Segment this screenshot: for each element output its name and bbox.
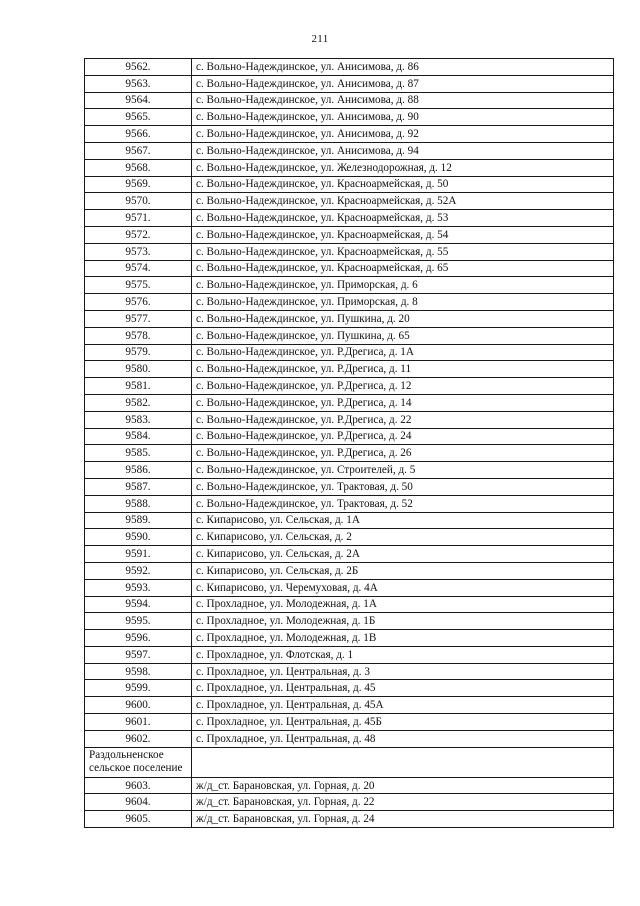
row-number: 9568. bbox=[85, 159, 192, 176]
row-address: с. Вольно-Надеждинское, ул. Трактовая, д. 52 bbox=[192, 495, 614, 512]
table-row bbox=[85, 680, 614, 697]
row-number: 9567. bbox=[85, 142, 192, 159]
table-row bbox=[85, 226, 614, 243]
row-number: 9563. bbox=[85, 75, 192, 92]
row-number: 9593. bbox=[85, 579, 192, 596]
table-row bbox=[85, 462, 614, 479]
table-row bbox=[85, 529, 614, 546]
table-row bbox=[85, 777, 614, 794]
table-row bbox=[85, 630, 614, 647]
row-number: 9588. bbox=[85, 495, 192, 512]
table-row bbox=[85, 428, 614, 445]
row-address: с. Вольно-Надеждинское, ул. Р.Дрегиса, д. 24 bbox=[192, 428, 614, 445]
row-address: с. Прохладное, ул. Центральная, д. 3 bbox=[192, 663, 614, 680]
table-row bbox=[85, 646, 614, 663]
row-address: с. Вольно-Надеждинское, ул. Анисимова, д. 87 bbox=[192, 75, 614, 92]
row-number: 9602. bbox=[85, 730, 192, 747]
table-row bbox=[85, 327, 614, 344]
table-row bbox=[85, 697, 614, 714]
table-row bbox=[85, 243, 614, 260]
table-row bbox=[85, 260, 614, 277]
table-row bbox=[85, 126, 614, 143]
table-row bbox=[85, 394, 614, 411]
table-row bbox=[85, 142, 614, 159]
table-row bbox=[85, 596, 614, 613]
row-number: 9600. bbox=[85, 697, 192, 714]
row-number: 9578. bbox=[85, 327, 192, 344]
row-number: 9598. bbox=[85, 663, 192, 680]
row-number: 9583. bbox=[85, 411, 192, 428]
table-body-after bbox=[85, 777, 614, 827]
row-number: 9572. bbox=[85, 226, 192, 243]
row-address: с. Вольно-Надеждинское, ул. Красноармейская, д. 65 bbox=[192, 260, 614, 277]
row-address: с. Вольно-Надеждинское, ул. Железнодорожная, д. 12 bbox=[192, 159, 614, 176]
row-address: с. Прохладное, ул. Молодежная, д. 1А bbox=[192, 596, 614, 613]
row-number: 9597. bbox=[85, 646, 192, 663]
row-address: с. Вольно-Надеждинское, ул. Р.Дрегиса, д. 14 bbox=[192, 394, 614, 411]
row-number: 9586. bbox=[85, 462, 192, 479]
row-number: 9579. bbox=[85, 344, 192, 361]
table-row bbox=[85, 109, 614, 126]
section-title: Раздольненское сельское поселение bbox=[85, 747, 192, 777]
row-address: с. Кипарисово, ул. Сельская, д. 2А bbox=[192, 546, 614, 563]
row-address: с. Прохладное, ул. Центральная, д. 45А bbox=[192, 697, 614, 714]
row-number: 9601. bbox=[85, 714, 192, 731]
row-address: с. Вольно-Надеждинское, ул. Р.Дрегиса, д. 1А bbox=[192, 344, 614, 361]
row-number: 9571. bbox=[85, 210, 192, 227]
row-address: с. Вольно-Надеждинское, ул. Приморская, д. 6 bbox=[192, 277, 614, 294]
section-body bbox=[85, 747, 614, 777]
row-address: ж/д_ст. Барановская, ул. Горная, д. 22 bbox=[192, 794, 614, 811]
row-address: с. Вольно-Надеждинское, ул. Красноармейская, д. 52А bbox=[192, 193, 614, 210]
row-number: 9603. bbox=[85, 777, 192, 794]
table-row bbox=[85, 277, 614, 294]
row-number: 9574. bbox=[85, 260, 192, 277]
table-row bbox=[85, 811, 614, 828]
row-address: с. Вольно-Надеждинское, ул. Красноармейская, д. 50 bbox=[192, 176, 614, 193]
row-address: с. Прохладное, ул. Центральная, д. 45 bbox=[192, 680, 614, 697]
row-address: с. Вольно-Надеждинское, ул. Р.Дрегиса, д. 22 bbox=[192, 411, 614, 428]
row-address: с. Вольно-Надеждинское, ул. Красноармейская, д. 53 bbox=[192, 210, 614, 227]
row-address: с. Вольно-Надеждинское, ул. Р.Дрегиса, д. 12 bbox=[192, 378, 614, 395]
row-address: с. Вольно-Надеждинское, ул. Красноармейская, д. 55 bbox=[192, 243, 614, 260]
table-row bbox=[85, 663, 614, 680]
row-number: 9565. bbox=[85, 109, 192, 126]
row-address: с. Вольно-Надеждинское, ул. Анисимова, д. 92 bbox=[192, 126, 614, 143]
row-number: 9582. bbox=[85, 394, 192, 411]
row-address: с. Прохладное, ул. Молодежная, д. 1В bbox=[192, 630, 614, 647]
row-address: с. Кипарисово, ул. Сельская, д. 1А bbox=[192, 512, 614, 529]
table-row bbox=[85, 159, 614, 176]
row-address: с. Кипарисово, ул. Черемуховая, д. 4А bbox=[192, 579, 614, 596]
table-row bbox=[85, 478, 614, 495]
table-row bbox=[85, 512, 614, 529]
table-row bbox=[85, 193, 614, 210]
table-row bbox=[85, 445, 614, 462]
row-address: с. Вольно-Надеждинское, ул. Красноармейская, д. 54 bbox=[192, 226, 614, 243]
table-row bbox=[85, 794, 614, 811]
table-row bbox=[85, 361, 614, 378]
row-number: 9587. bbox=[85, 478, 192, 495]
table-row bbox=[85, 546, 614, 563]
row-number: 9605. bbox=[85, 811, 192, 828]
row-address: с. Прохладное, ул. Центральная, д. 45Б bbox=[192, 714, 614, 731]
row-number: 9595. bbox=[85, 613, 192, 630]
row-number: 9576. bbox=[85, 294, 192, 311]
row-address: с. Прохладное, ул. Центральная, д. 48 bbox=[192, 730, 614, 747]
address-table bbox=[84, 58, 614, 828]
row-number: 9596. bbox=[85, 630, 192, 647]
row-address: с. Прохладное, ул. Молодежная, д. 1Б bbox=[192, 613, 614, 630]
section-row bbox=[85, 747, 614, 777]
row-number: 9604. bbox=[85, 794, 192, 811]
row-address: с. Прохладное, ул. Флотская, д. 1 bbox=[192, 646, 614, 663]
row-number: 9569. bbox=[85, 176, 192, 193]
row-address: с. Вольно-Надеждинское, ул. Анисимова, д. 88 bbox=[192, 92, 614, 109]
row-address: с. Вольно-Надеждинское, ул. Р.Дрегиса, д. 26 bbox=[192, 445, 614, 462]
row-number: 9585. bbox=[85, 445, 192, 462]
row-number: 9564. bbox=[85, 92, 192, 109]
table-row bbox=[85, 344, 614, 361]
row-number: 9581. bbox=[85, 378, 192, 395]
row-number: 9594. bbox=[85, 596, 192, 613]
table-row bbox=[85, 613, 614, 630]
table-row bbox=[85, 59, 614, 76]
table-row bbox=[85, 411, 614, 428]
table-row bbox=[85, 579, 614, 596]
table-row bbox=[85, 310, 614, 327]
row-address: с. Вольно-Надеждинское, ул. Трактовая, д. 50 bbox=[192, 478, 614, 495]
row-number: 9575. bbox=[85, 277, 192, 294]
row-number: 9589. bbox=[85, 512, 192, 529]
row-address: с. Вольно-Надеждинское, ул. Строителей, д. 5 bbox=[192, 462, 614, 479]
row-number: 9570. bbox=[85, 193, 192, 210]
table-row bbox=[85, 730, 614, 747]
row-number: 9577. bbox=[85, 310, 192, 327]
row-number: 9591. bbox=[85, 546, 192, 563]
row-number: 9599. bbox=[85, 680, 192, 697]
row-address: с. Вольно-Надеждинское, ул. Анисимова, д. 94 bbox=[192, 142, 614, 159]
row-number: 9580. bbox=[85, 361, 192, 378]
row-address: с. Вольно-Надеждинское, ул. Анисимова, д. 90 bbox=[192, 109, 614, 126]
table-row bbox=[85, 92, 614, 109]
row-number: 9584. bbox=[85, 428, 192, 445]
table-row bbox=[85, 176, 614, 193]
row-number: 9592. bbox=[85, 562, 192, 579]
page-number: 211 bbox=[311, 33, 329, 45]
row-address: с. Кипарисово, ул. Сельская, д. 2Б bbox=[192, 562, 614, 579]
table-body-before bbox=[85, 59, 614, 748]
row-address: ж/д_ст. Барановская, ул. Горная, д. 24 bbox=[192, 811, 614, 828]
row-number: 9590. bbox=[85, 529, 192, 546]
table-row bbox=[85, 75, 614, 92]
row-address: ж/д_ст. Барановская, ул. Горная, д. 20 bbox=[192, 777, 614, 794]
table-row bbox=[85, 714, 614, 731]
row-address: с. Вольно-Надеждинское, ул. Приморская, д. 8 bbox=[192, 294, 614, 311]
table-row bbox=[85, 495, 614, 512]
table-row bbox=[85, 378, 614, 395]
table-row bbox=[85, 294, 614, 311]
section-empty-cell bbox=[192, 747, 614, 777]
row-address: с. Вольно-Надеждинское, ул. Пушкина, д. 20 bbox=[192, 310, 614, 327]
row-address: с. Вольно-Надеждинское, ул. Р.Дрегиса, д. 11 bbox=[192, 361, 614, 378]
row-address: с. Вольно-Надеждинское, ул. Анисимова, д. 86 bbox=[192, 59, 614, 76]
row-address: с. Кипарисово, ул. Сельская, д. 2 bbox=[192, 529, 614, 546]
table-row bbox=[85, 210, 614, 227]
row-number: 9566. bbox=[85, 126, 192, 143]
row-number: 9562. bbox=[85, 59, 192, 76]
table-row bbox=[85, 562, 614, 579]
row-address: с. Вольно-Надеждинское, ул. Пушкина, д. 65 bbox=[192, 327, 614, 344]
row-number: 9573. bbox=[85, 243, 192, 260]
